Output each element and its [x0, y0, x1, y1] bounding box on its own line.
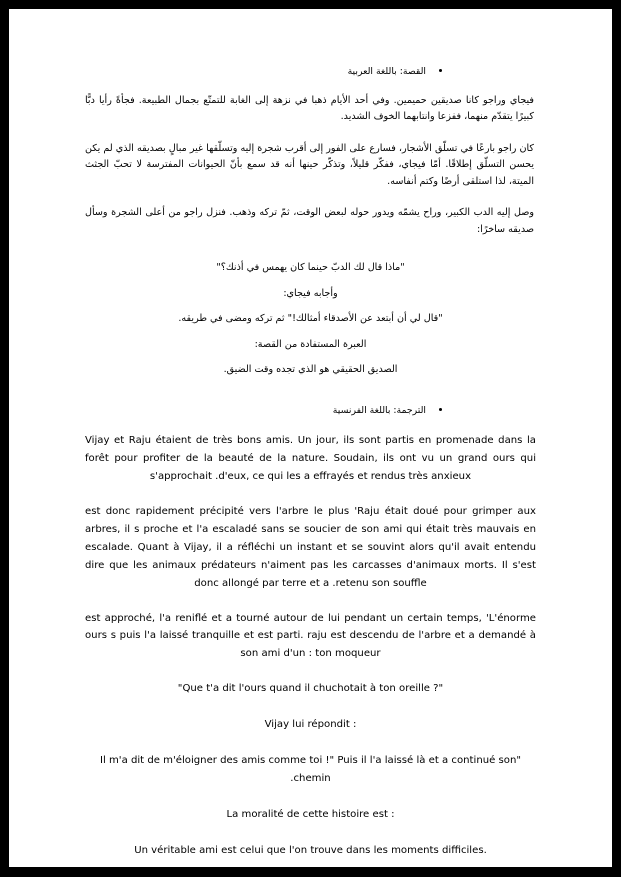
arabic-section-heading — [83, 65, 538, 79]
bullet-dot-icon — [439, 69, 442, 72]
arabic-moral-line: الصديق الحقيقي هو الذي تجده وقت الضيق. — [223, 364, 398, 376]
french-reply-line: "Il m'a dit de m'éloigner des amis comme toi !" Puis il l'a laissé là et a continué son chemin. — [99, 755, 522, 785]
spacer — [83, 388, 538, 404]
french-section-heading — [83, 404, 538, 418]
arabic-reply-intro-line: وأجابه فيجاي: — [283, 287, 338, 299]
french-section-heading-text: الترجمة: باللغة الفرنسية — [332, 404, 426, 416]
french-paragraph-1: Vijay et Raju étaient de très bons amis. Un jour, ils sont partis en promenade dans la forêt pour profiter de la beauté de la nature. Soudain, ils ont vu un grand ours qui s'approchait .d'eux, ce qui les a effrayés et rendus très anxieux — [85, 434, 536, 482]
document-body — [83, 65, 538, 860]
arabic-reply-line: "قال لي أن أبتعد عن الأصدقاء أمثالك!" ثم تركه ومضى في طريقه. — [178, 313, 443, 325]
bullet-dot-icon — [439, 408, 442, 411]
arabic-paragraph-1: فيجاي وراجو كانا صديقين حميمين. وفي أحد الأيام ذهبا في نزهة إلى الغابة للتمتّع بجمال الطبيعة. فجأةً رأيا دبًّا كبيرًا يتقدّم منهما، ففزعا وانتابهما الخوف الشديد. — [85, 94, 534, 123]
arabic-paragraph-3: وصل إليه الدب الكبير، وراح يشمّه ويدور حوله لبعض الوقت، ثمّ تركه وذهب. فنزل راجو من أعلى الشجرة وسأل صديقه ساخرًا: — [85, 207, 534, 235]
arabic-question-line: "ماذا قال لك الدبّ حينما كان يهمس في أذنك؟" — [216, 262, 405, 274]
arabic-section-heading-text: القصة: باللغة العربية — [347, 66, 426, 77]
french-moral-line: .Un véritable ami est celui que l'on trouve dans les moments difficiles — [134, 845, 487, 857]
french-question-line: "? Que t'a dit l'ours quand il chuchotait à ton oreille" — [177, 683, 444, 695]
french-reply-intro-line: : Vijay lui répondit — [264, 719, 357, 731]
arabic-moral-label: العبرة المستفادة من القصة: — [254, 338, 367, 350]
document-page — [9, 9, 612, 867]
french-moral-label: : La moralité de cette histoire est — [226, 809, 395, 821]
spacer — [83, 251, 538, 260]
arabic-paragraph-2: كان راجو بارعًا في تسلّق الأشجار، فسارع على الفور إلى أقرب شجرة إليه وتسلّقها غير مبالٍ بصديقه الذي لم يكن يحسن التسلّق إطلاقًا. أمّا فيجاي، ففكّر قليلاً، وتذكّر حينها أنه قد سمع بأنّ الحيوانات المفترسة لا تحبّ الجثث الميتة، لذا استلقى أرضًا وكتم أنفاسه. — [85, 142, 534, 187]
french-paragraph-3: est approché, l'a reniflé et a tourné autour de lui pendant un certain temps, 'L'énorme ours s puis l'a laissé tranquille et est parti. raju est descendu de l'arbre et a demandé à son ami d'un : ton moqueur — [85, 612, 536, 660]
french-paragraph-2: est donc rapidement précipité vers l'arbre le plus 'Raju était doué pour grimper aux arbres, il s proche et l'a escaladé sans se soucier de son ami qui était très mauvais en escalade. Quant à Vijay, il a réfléchi un instant et se souvint alors qu'il avait entendu dire que les animaux prédateurs n'aiment pas les carcasses d'animaux morts. Il s'est donc allongé par terre et a .retenu son souffle — [85, 505, 536, 589]
